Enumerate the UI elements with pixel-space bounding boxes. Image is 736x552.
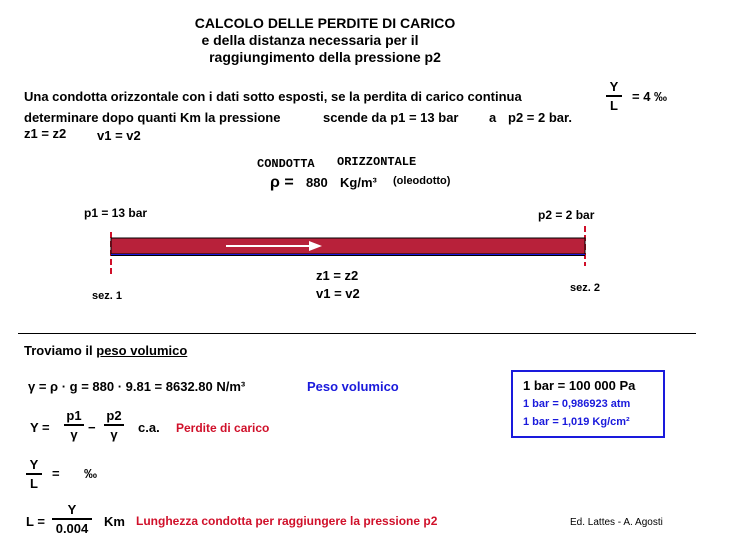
- p2-numerator: p2: [106, 408, 122, 423]
- ratio-numerator: Y: [609, 79, 619, 94]
- l-unit: Km: [104, 514, 125, 529]
- conversion-atm: 1 bar = 0,986923 atm: [523, 398, 631, 410]
- problem-line-2d: p2 = 2 bar.: [508, 110, 572, 125]
- orizzontale-label: ORIZZONTALE: [337, 155, 417, 169]
- diagram-v-equality: v1 = v2: [316, 286, 360, 301]
- gamma-formula: γ = ρ · g = 880 · 9.81 = 8632.80 N/m³: [28, 379, 246, 394]
- problem-z-equality: z1 = z2: [24, 126, 67, 141]
- conversion-kgcm2: 1 bar = 1,019 Kg/cm²: [523, 416, 630, 428]
- losses-label: Perdite di carico: [176, 421, 270, 435]
- gamma-label: Peso volumico: [307, 379, 399, 394]
- problem-line-1: Una condotta orizzontale con i dati sotto esposti, se la perdita di carico continua: [24, 89, 522, 104]
- permille-sign: ‰: [84, 466, 97, 481]
- conversion-box: [511, 370, 665, 438]
- gamma-denominator: γ: [110, 426, 118, 442]
- section-1-label: sez. 1: [92, 290, 122, 302]
- yl-numerator: Y: [29, 457, 39, 472]
- p1-label: p1 = 13 bar: [84, 206, 148, 220]
- rho-unit: Kg/m³: [340, 175, 377, 190]
- p2-over-gamma: [104, 408, 124, 442]
- ca-label: c.a.: [138, 420, 160, 435]
- y-lhs: Y =: [30, 420, 50, 435]
- yl-denominator: L: [30, 475, 38, 491]
- y-over-l: [26, 457, 42, 491]
- solution-heading-prefix: Troviamo il: [24, 343, 93, 358]
- rho-value: 880: [306, 175, 328, 190]
- p2-label: p2 = 2 bar: [538, 208, 595, 222]
- title-line-2: e della distanza necessaria per il: [201, 32, 419, 48]
- fraction-bar: [64, 424, 84, 426]
- title-line-3: raggiungimento della pressione p2: [209, 49, 441, 65]
- length-label: Lunghezza condotta per raggiungere la pressione p2: [136, 514, 438, 528]
- solution-heading: [24, 343, 187, 358]
- fluid-type: (oleodotto): [393, 175, 451, 187]
- section-2-label: sez. 2: [570, 282, 600, 294]
- problem-line-2a: determinare dopo quanti Km la pressione: [24, 110, 281, 125]
- diagram-z-equality: z1 = z2: [316, 268, 359, 283]
- credit-text: Ed. Lattes - A. Agosti: [570, 517, 663, 528]
- y-over-0004: [52, 502, 92, 536]
- problem-line-2b: scende da p1 = 13 bar: [323, 110, 459, 125]
- minus-sign: −: [88, 420, 96, 435]
- condotta-label: CONDOTTA: [257, 157, 315, 171]
- p1-numerator: p1: [66, 408, 82, 423]
- fraction-bar: [52, 518, 92, 520]
- fraction-bar: [104, 424, 124, 426]
- l-lhs: L =: [26, 514, 45, 529]
- p1-over-gamma: [64, 408, 84, 442]
- solution-heading-underlined: peso volumico: [96, 343, 188, 358]
- pipe-body: [111, 238, 585, 254]
- problem-line-2c: a: [489, 110, 497, 125]
- problem-v-equality: v1 = v2: [97, 128, 141, 143]
- yl-equals: =: [52, 466, 60, 481]
- gamma-denominator: γ: [70, 426, 78, 442]
- title-line-1: CALCOLO DELLE PERDITE DI CARICO: [194, 15, 456, 31]
- conversion-pa: 1 bar = 100 000 Pa: [523, 378, 636, 393]
- l-numerator: Y: [67, 502, 77, 517]
- rho-label: ρ =: [270, 174, 294, 191]
- l-denominator: 0.004: [55, 520, 89, 536]
- fraction-bar: [26, 473, 42, 475]
- ratio-value: = 4 ‰: [632, 89, 668, 104]
- section-divider: [18, 333, 696, 334]
- ratio-denominator: L: [610, 97, 618, 113]
